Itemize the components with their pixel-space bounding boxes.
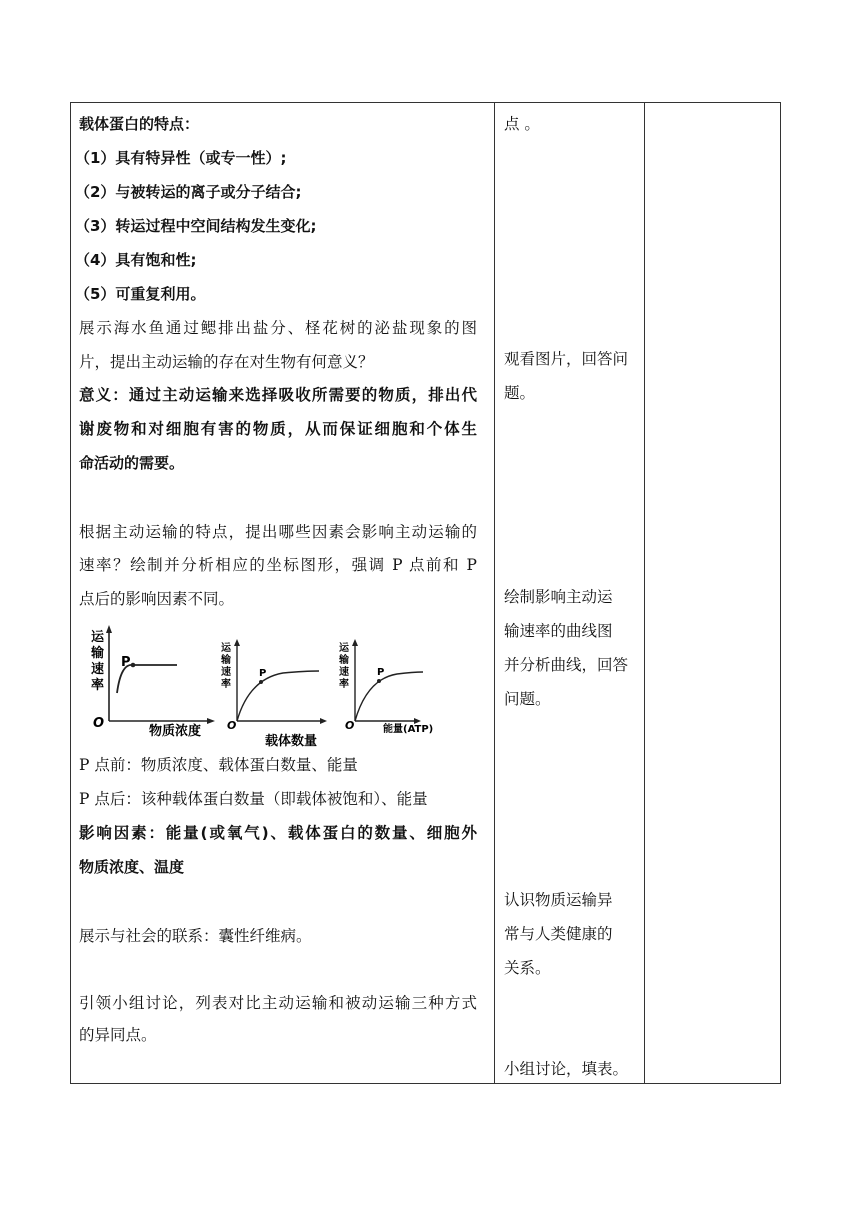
factor-question: 速率？绘制并分析相应的坐标图形，强调 P 点前和 P [79, 556, 477, 574]
y-axis-label: 率 [339, 679, 349, 690]
influence-factors: 影响因素：能量(或氧气)、载体蛋白的数量、细胞外 [79, 824, 477, 842]
point-p-label: P [259, 668, 267, 679]
x-axis-label: 物质浓度 [149, 724, 202, 739]
student-text: 小组讨论，填表。 [504, 1060, 629, 1078]
meaning-text: 命活动的需要。 [79, 454, 185, 472]
fish-question: 展示海水鱼通过鳃排出盐分、柽花树的泌盐现象的图 [79, 319, 477, 337]
meaning-text: 意义：通过主动运输来选择吸收所需要的物质，排出代 [79, 386, 477, 404]
graph-energy-atp [338, 639, 433, 735]
origin-label: O [227, 719, 237, 732]
carrier-point: （2）与被转运的离子或分子结合; [75, 183, 302, 201]
carrier-point: （4）具有饱和性; [75, 251, 197, 269]
factor-question: 点后的影响因素不同。 [79, 590, 235, 608]
after-p-text: P 点后：该种载体蛋白数量（即载体被饱和）、能量 [79, 790, 428, 808]
meaning-text: 谢废物和对细胞有害的物质，从而保证细胞和个体生 [79, 420, 477, 438]
carrier-point: （3）转运过程中空间结构发生变化; [75, 217, 317, 235]
student-text: 并分析曲线，回答 [504, 656, 629, 674]
y-axis-label: 率 [91, 678, 105, 693]
x-axis-label: 载体数量 [265, 734, 318, 749]
notes-cell [644, 103, 780, 1083]
discussion-prompt: 的异同点。 [79, 1026, 157, 1044]
student-text: 认识物质运输异 [504, 891, 613, 909]
x-axis-label: 能量(ATP) [383, 724, 434, 735]
student-text: 绘制影响主动运 [504, 588, 613, 606]
student-text: 观看图片，回答问 [504, 350, 629, 368]
point-p-label: P [121, 655, 131, 670]
graph-substance-concentration [90, 625, 215, 739]
student-text: 常与人类健康的 [504, 925, 613, 943]
rate-graphs [79, 621, 439, 749]
point-p-label: P [377, 667, 385, 678]
y-axis-label: 输 [339, 655, 349, 666]
student-text: 题。 [504, 384, 536, 402]
y-axis-label: 运 [339, 643, 349, 654]
graph-carrier-count [220, 639, 327, 749]
y-axis-label: 输 [91, 646, 105, 661]
origin-label: O [93, 716, 105, 731]
teacher-activity-cell [71, 103, 494, 1083]
student-text: 问题。 [504, 690, 551, 708]
carrier-title: 载体蛋白的特点： [79, 115, 200, 133]
student-text: 点 。 [504, 115, 540, 133]
discussion-prompt: 引领小组讨论，列表对比主动运输和被动运输三种方式 [79, 994, 477, 1012]
student-text: 输速率的曲线图 [504, 622, 613, 640]
before-p-text: P 点前：物质浓度、载体蛋白数量、能量 [79, 756, 358, 774]
y-axis-label: 运 [91, 630, 105, 645]
student-activity-cell [494, 103, 644, 1083]
y-axis-label: 速 [91, 662, 105, 677]
influence-factors: 物质浓度、温度 [79, 858, 185, 876]
y-axis-label: 速 [339, 667, 349, 678]
carrier-point: （5）可重复利用。 [75, 285, 206, 303]
fish-question: 片，提出主动运输的存在对生物有何意义？ [79, 353, 374, 371]
y-axis-label: 输 [221, 655, 231, 666]
lesson-table [70, 102, 781, 1084]
origin-label: O [345, 719, 355, 732]
factor-question: 根据主动运输的特点，提出哪些因素会影响主动运输的 [79, 523, 477, 541]
carrier-point: （1）具有特异性（或专一性）; [75, 149, 287, 167]
society-link: 展示与社会的联系：囊性纤维病。 [79, 927, 312, 945]
y-axis-label: 运 [221, 643, 231, 654]
y-axis-label: 速 [221, 667, 231, 678]
student-text: 关系。 [504, 959, 551, 977]
y-axis-label: 率 [221, 679, 231, 690]
